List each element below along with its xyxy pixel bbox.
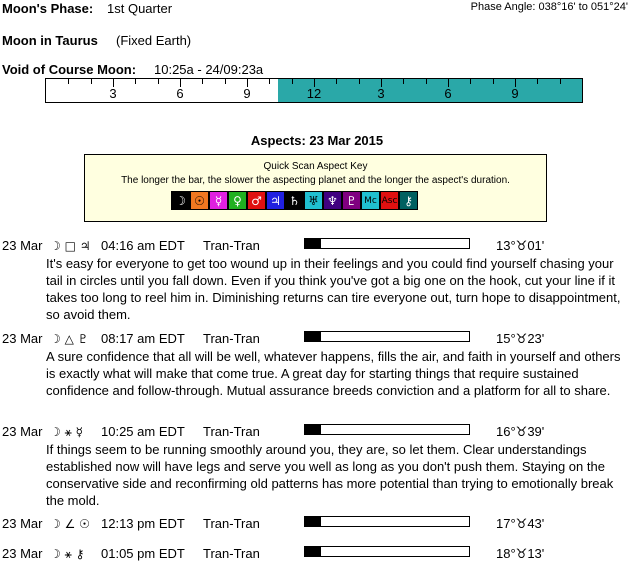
timeline-tick	[336, 79, 337, 84]
aspect-glyphs: ☽ □ ♃	[50, 239, 91, 253]
aspect-date: 23 Mar	[2, 424, 43, 439]
aspect-type: Tran-Tran	[203, 424, 260, 439]
aspect-entry	[0, 424, 634, 508]
planet-swatches	[171, 191, 418, 210]
aspect-entry	[0, 546, 634, 564]
aspect-entry	[0, 238, 634, 322]
timeline-tick	[202, 79, 203, 84]
aspect-glyphs: ☽ ∠ ☉	[50, 517, 90, 531]
aspect-duration-fill	[305, 517, 321, 526]
aspect-glyphs: ☽ ⚹ ⚷	[50, 547, 85, 561]
aspect-degree: 18°♉13'	[496, 546, 545, 561]
aspect-glyphs: ☽ △ ♇	[50, 332, 89, 346]
aspect-interpretation: It's easy for everyone to get too wound up in their feelings and you could find yourself chasing your tail in circles until you fall down. Even if you think you've got a big one on the hook, cut your line if it takes too long to reel him in. Diminishing returns can tire everyone out, turn hope to disappointment, so avoid them.	[46, 256, 621, 322]
aspect-type: Tran-Tran	[203, 516, 260, 531]
aspect-duration-bar	[304, 238, 470, 249]
aspect-interpretation: A sure confidence that all will be well, whatever happens, fills the air, and faith in yourself and others is exactly what will make that come true. A great day for starting things that require sustained confidence and follow-through. Mutual assurance breeds conviction and a platform for all to share.	[46, 349, 621, 398]
timeline-label: 9	[511, 86, 519, 101]
aspect-duration-bar	[304, 424, 470, 435]
aspect-duration-bar	[304, 546, 470, 557]
timeline-tick	[426, 79, 427, 84]
venus-icon: ♀	[228, 191, 247, 210]
timeline-tick	[68, 79, 69, 84]
timeline-tick	[493, 79, 494, 84]
aspect-degree: 16°♉39'	[496, 424, 545, 439]
timeline-tick	[225, 79, 226, 84]
aspect-degree: 17°♉43'	[496, 516, 545, 531]
aspect-degree: 13°♉01'	[496, 238, 545, 253]
timeline-tick	[403, 79, 404, 84]
moon-sign-desc: (Fixed Earth)	[116, 33, 192, 48]
aspect-key-box	[84, 154, 547, 222]
uranus-icon: ♅	[304, 191, 323, 210]
timeline-tick	[135, 79, 136, 84]
neptune-icon: ♆	[323, 191, 342, 210]
jupiter-icon: ♃	[266, 191, 285, 210]
aspect-duration-fill	[305, 332, 321, 341]
aspect-degree: 15°♉23'	[496, 331, 545, 346]
aspect-duration-fill	[305, 547, 321, 556]
aspect-duration-bar	[304, 516, 470, 527]
aspect-date: 23 Mar	[2, 238, 43, 253]
aspect-entry	[0, 516, 634, 534]
timeline-label: 6	[176, 86, 184, 101]
timeline-tick	[91, 79, 92, 84]
timeline-label: 3	[377, 86, 385, 101]
moon-phase-label: Moon's Phase:	[2, 1, 94, 16]
aspect-time: 08:17 am EDT	[101, 331, 185, 346]
voc-label: Void of Course Moon:	[2, 62, 137, 77]
moon-phase-value: 1st Quarter	[107, 1, 173, 16]
aspect-key-title: Quick Scan Aspect Key	[263, 161, 368, 172]
timeline-tick	[537, 79, 538, 84]
aspect-time: 04:16 am EDT	[101, 238, 185, 253]
midheaven-icon: Mc	[361, 191, 380, 210]
mars-icon: ♂	[247, 191, 266, 210]
aspect-time: 10:25 am EDT	[101, 424, 185, 439]
timeline-label: 12	[306, 86, 322, 101]
aspect-time: 01:05 pm EDT	[101, 546, 185, 561]
aspect-glyphs: ☽ ⚹ ☿	[50, 425, 83, 439]
timeline-tick	[269, 79, 270, 84]
aspect-type: Tran-Tran	[203, 331, 260, 346]
ascendant-icon: Asc	[380, 191, 399, 210]
aspect-duration-bar	[304, 331, 470, 342]
timeline-label: 6	[444, 86, 452, 101]
aspect-entry	[0, 331, 634, 398]
aspect-type: Tran-Tran	[203, 546, 260, 561]
timeline-label: 9	[243, 86, 251, 101]
moon-icon: ☽	[171, 191, 190, 210]
aspect-duration-fill	[305, 239, 321, 248]
void-of-course-timeline	[45, 78, 583, 103]
timeline-tick	[158, 79, 159, 84]
timeline-tick	[292, 79, 293, 84]
aspect-date: 23 Mar	[2, 331, 43, 346]
pluto-icon: ♇	[342, 191, 361, 210]
timeline-tick	[470, 79, 471, 84]
timeline-label: 3	[109, 86, 117, 101]
aspect-interpretation: If things seem to be running smoothly around you, they are, so let them. Clear understandings established now will have legs and serve you well as long as you don't push them. Staying on the conservative side and reconfirming old patterns has more potential than trying to emotionally break the mold.	[46, 442, 614, 508]
aspect-duration-fill	[305, 425, 321, 434]
chiron-icon: ⚷	[399, 191, 418, 210]
aspect-time: 12:13 pm EDT	[101, 516, 185, 531]
phase-angle: Phase Angle: 038°16' to 051°24'	[470, 1, 628, 13]
timeline-tick	[359, 79, 360, 84]
aspect-date: 23 Mar	[2, 546, 43, 561]
sun-icon: ☉	[190, 191, 209, 210]
moon-sign-label: Moon in Taurus	[2, 33, 98, 48]
saturn-icon: ♄	[285, 191, 304, 210]
aspect-key-description: The longer the bar, the slower the aspecting planet and the longer the aspect's duration.	[121, 175, 510, 186]
voc-value: 10:25a - 24/09:23a	[154, 62, 264, 77]
mercury-icon: ☿	[209, 191, 228, 210]
aspect-date: 23 Mar	[2, 516, 43, 531]
timeline-tick	[560, 79, 561, 84]
aspect-type: Tran-Tran	[203, 238, 260, 253]
aspects-title: Aspects: 23 Mar 2015	[250, 133, 384, 148]
